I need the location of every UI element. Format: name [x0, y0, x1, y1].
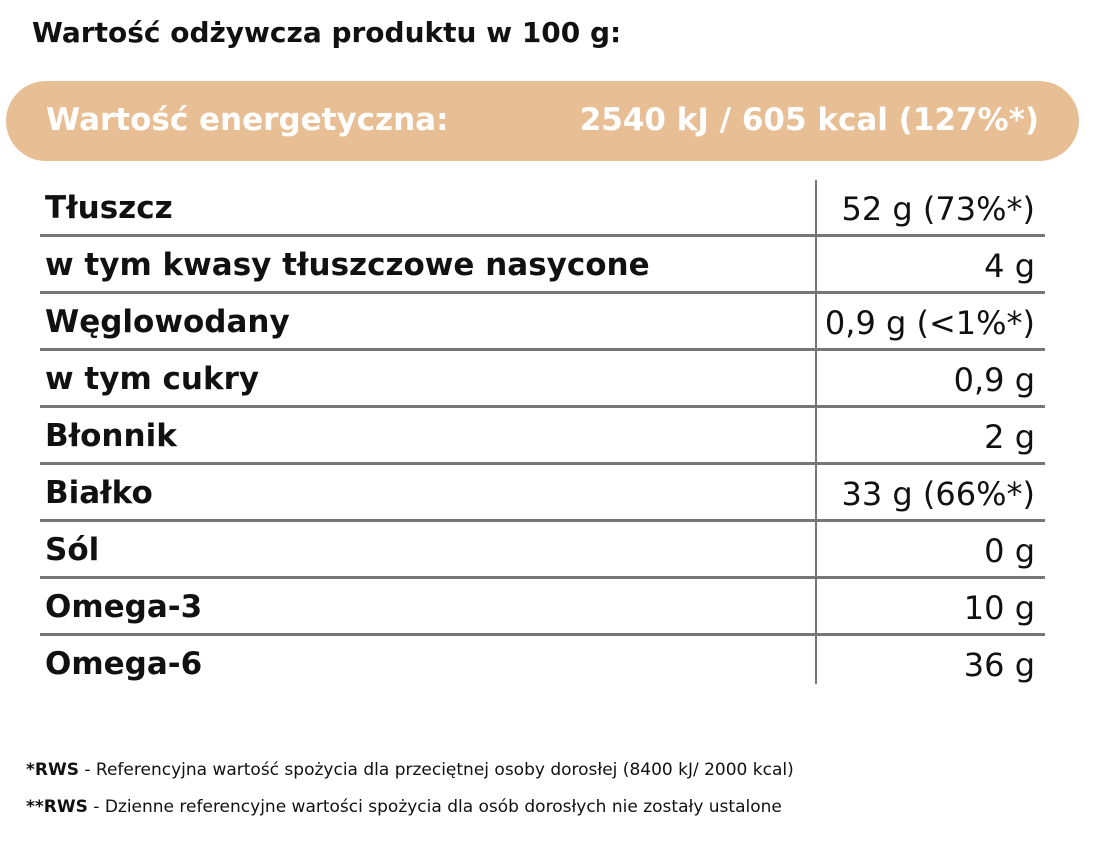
nutrient-name: Węglowodany: [45, 304, 290, 340]
table-row: [40, 351, 1045, 408]
footnote-key: *RWS: [26, 760, 79, 780]
nutrient-name: Omega-6: [45, 646, 203, 682]
nutrient-value: 2 g: [984, 418, 1035, 456]
table-row: [40, 237, 1045, 294]
nutrient-value: 4 g: [984, 247, 1035, 285]
nutrient-value: 0,9 g (<1%*): [824, 304, 1035, 342]
energy-value: 2540 kJ / 605 kcal (127%*): [579, 102, 1039, 138]
energy-label: Wartość energetyczna:: [46, 102, 449, 138]
table-row: [40, 294, 1045, 351]
nutrient-name: w tym cukry: [45, 361, 260, 397]
nutrient-value: 0 g: [984, 532, 1035, 570]
nutrient-value: 0,9 g: [953, 361, 1035, 399]
nutrient-value: 52 g (73%*): [841, 190, 1035, 228]
nutrient-value: 33 g (66%*): [841, 475, 1035, 513]
footnote-key: **RWS: [26, 797, 88, 817]
energy-banner: [6, 81, 1079, 161]
nutrient-name: Omega-3: [45, 589, 203, 625]
table-row: [40, 636, 1045, 693]
nutrition-table: [40, 180, 1045, 684]
table-row: [40, 522, 1045, 579]
table-row: [40, 465, 1045, 522]
footnote-text: - Dzienne referencyjne wartości spożycia dla osób dorosłych nie zostały ustalone: [87, 797, 782, 817]
footnote-rws-daily: [26, 797, 782, 817]
footnote-rws: [26, 760, 794, 780]
nutrient-name: Białko: [45, 475, 153, 511]
nutrient-value: 10 g: [963, 589, 1035, 627]
footnote-text: - Referencyjna wartość spożycia dla przeciętnej osoby dorosłej (8400 kJ/ 2000 kcal): [78, 760, 794, 780]
table-row: [40, 579, 1045, 636]
nutrient-name: w tym kwasy tłuszczowe nasycone: [45, 247, 650, 283]
table-row: [40, 180, 1045, 237]
page-title: Wartość odżywcza produktu w 100 g:: [32, 16, 622, 49]
nutrient-name: Błonnik: [45, 418, 177, 454]
nutrient-name: Tłuszcz: [45, 190, 173, 226]
nutrient-value: 36 g: [963, 646, 1035, 684]
table-row: [40, 408, 1045, 465]
nutrient-name: Sól: [45, 532, 100, 568]
